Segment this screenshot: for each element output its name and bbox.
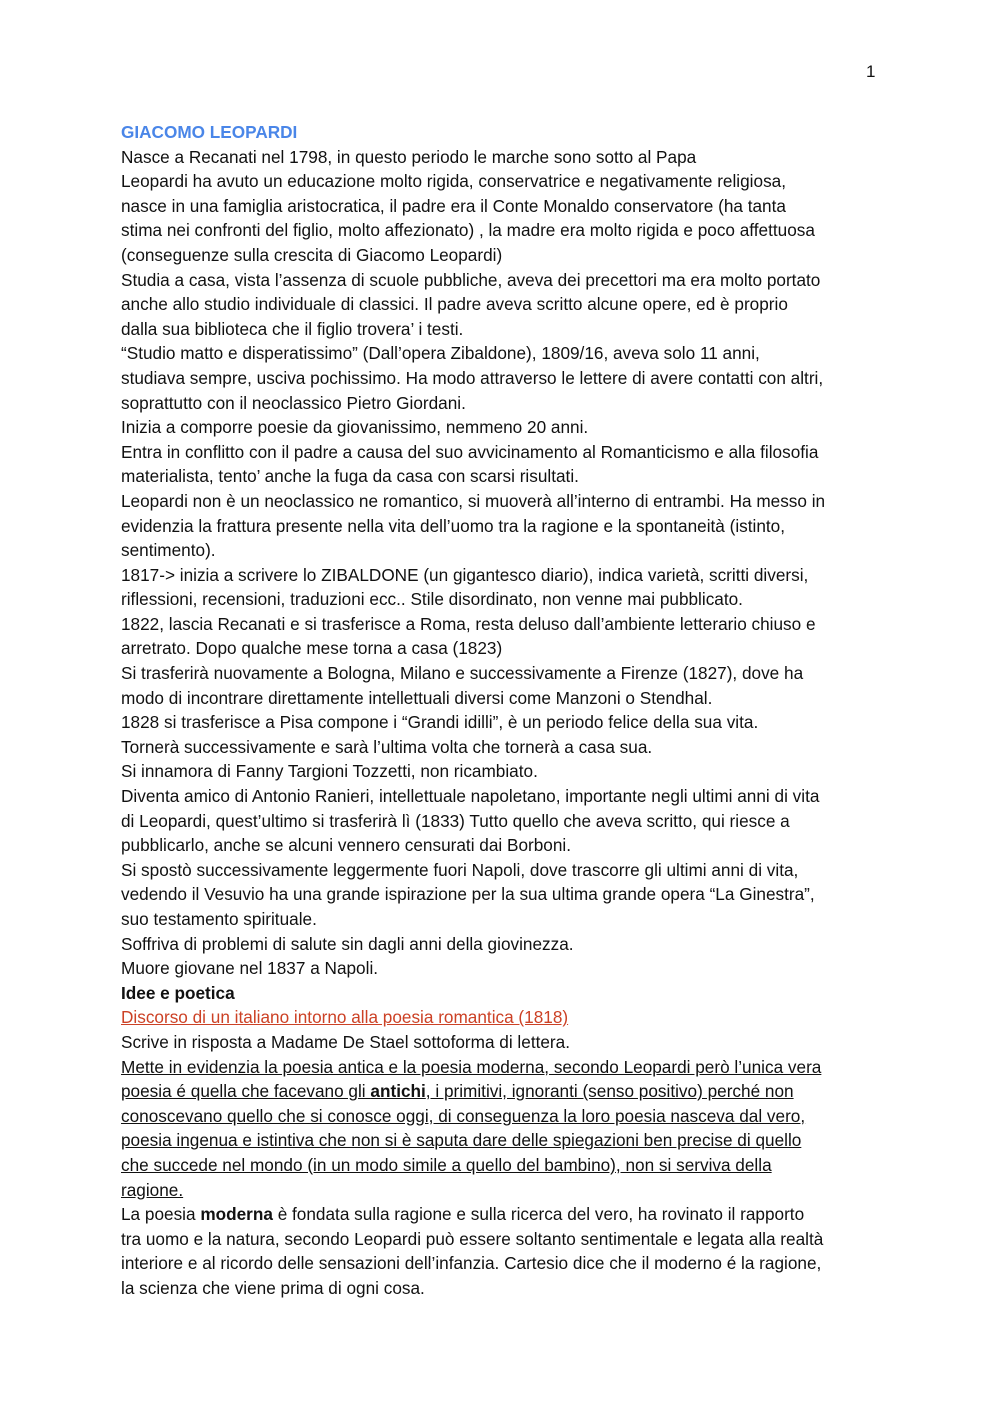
text-line: Soffriva di problemi di salute sin dagli anni della giovinezza. xyxy=(121,933,574,954)
text-line: materialista, tento’ anche la fuga da casa con scarsi risultati. xyxy=(121,466,579,487)
text-line: Leopardi ha avuto un educazione molto rigida, conservatrice e negativamente religiosa, xyxy=(121,171,786,192)
text-line: nasce in una famiglia aristocratica, il padre era il Conte Monaldo conservatore (ha tanta xyxy=(121,195,786,216)
text-line: Muore giovane nel 1837 a Napoli. xyxy=(121,958,379,979)
text-line: soprattutto con il neoclassico Pietro Giordani. xyxy=(121,392,466,413)
section-heading: Idee e poetica xyxy=(121,982,235,1003)
text-line: suo testamento spirituale. xyxy=(121,909,317,929)
underlined-line: conoscevano quello che si conosce oggi, di conseguenza la loro poesia nasceva dal vero, xyxy=(121,1105,806,1126)
text-span: , i primitivi, ignoranti (senso positivo) perché non xyxy=(425,1081,794,1102)
bold-word-antichi: antichi xyxy=(370,1081,426,1102)
text-line: stima nei confronti del figlio, molto affezionato) , la madre era molto rigida e poco affettuosa xyxy=(121,220,815,241)
discorso-link[interactable]: Discorso di un italiano intorno alla poesia romantica (1818) xyxy=(121,1007,569,1028)
text-line: 1817-> inizia a scrivere lo ZIBALDONE (un gigantesco diario), indica varietà, scritti diversi, xyxy=(121,564,809,585)
text-line: 1828 si trasferisce a Pisa compone i “Grandi idilli”, è un periodo felice della sua vita. xyxy=(121,712,759,733)
text-line: riflessioni, recensioni, traduzioni ecc.. Stile disordinato, non venne mai pubblicato. xyxy=(121,589,743,610)
text-line: interiore e al ricordo delle sensazioni dell’infanzia. Cartesio dice che il moderno é la ragione, xyxy=(121,1253,822,1274)
text-line: Si innamora di Fanny Targioni Tozzetti, non ricambiato. xyxy=(121,761,538,782)
text-line: pubblicarlo, anche se alcuni vennero censurati dai Borboni. xyxy=(121,835,572,856)
text-line: dalla sua biblioteca che il figlio trovera’ i testi. xyxy=(121,318,464,339)
text-line: Diventa amico di Antonio Ranieri, intellettuale napoletano, importante negli ultimi anni di vita xyxy=(121,786,820,807)
text-line: Scrive in risposta a Madame De Stael sottoforma di lettera. xyxy=(121,1031,570,1052)
text-span: poesia é quella che facevano gli xyxy=(121,1081,371,1102)
bold-word-moderna: moderna xyxy=(200,1204,273,1225)
text-line: Leopardi non è un neoclassico ne romantico, si muoverà all’interno di entrambi. Ha messo in xyxy=(121,490,826,511)
underlined-line: ragione. xyxy=(121,1179,184,1200)
text-line: la scienza che viene prima di ogni cosa. xyxy=(121,1277,425,1298)
text-line: Si trasferirà nuovamente a Bologna, Milano e successivamente a Firenze (1827), dove ha xyxy=(121,663,804,684)
text-line: tra uomo e la natura, secondo Leopardi può essere soltanto sentimentale e legata alla realtà xyxy=(121,1228,824,1249)
underlined-line: che succede nel mondo (in un modo simile a quello del bambino), non si serviva della xyxy=(121,1154,772,1175)
text-line: Nasce a Recanati nel 1798, in questo periodo le marche sono sotto al Papa xyxy=(121,146,697,167)
text-span: La poesia xyxy=(121,1204,201,1225)
text-line: Inizia a comporre poesie da giovanissimo, nemmeno 20 anni. xyxy=(121,417,589,438)
text-line: Studia a casa, vista l’assenza di scuole pubbliche, aveva dei precettori ma era molto portato xyxy=(121,269,821,290)
text-line: Entra in conflitto con il padre a causa del suo avvicinamento al Romanticismo e alla filosofia xyxy=(121,441,819,462)
underlined-line: poesia ingenua e istintiva che non si è saputa dare delle spiegazioni ben precise di quello xyxy=(121,1130,802,1151)
text-line: sentimento). xyxy=(121,540,216,561)
text-line: studiava sempre, usciva pochissimo. Ha modo attraverso le lettere di avere contatti con altri, xyxy=(121,367,824,388)
text-line: di Leopardi, quest’ultimo si trasferirà lì (1833) Tutto quello che aveva scritto, qui riesce a xyxy=(121,810,790,831)
text-line: “Studio matto e disperatissimo” (Dall’opera Zibaldone), 1809/16, aveva solo 11 anni, xyxy=(121,343,760,364)
text-line: Si spostò successivamente leggermente fuori Napoli, dove trascorre gli ultimi anni di vita, xyxy=(121,859,799,880)
text-line: anche allo studio individuale di classici. Il padre aveva scritto alcune opere, ed è proprio xyxy=(121,294,788,315)
text-line: evidenzia la frattura presente nella vita dell’uomo tra la ragione e la spontaneità (istinto, xyxy=(121,515,786,536)
text-span: è fondata sulla ragione e sulla ricerca del vero, ha rovinato il rapporto xyxy=(272,1204,805,1225)
underlined-line xyxy=(121,1079,881,1104)
text-line: vedendo il Vesuvio ha una grande ispirazione per la sua ultima grande opera “La Ginestra”, xyxy=(121,884,815,905)
page-number: 1 xyxy=(866,62,876,81)
text-line xyxy=(121,1202,881,1227)
document-title: GIACOMO LEOPARDI xyxy=(121,122,298,142)
document-body xyxy=(121,120,881,1301)
text-line: (conseguenze sulla crescita di Giacomo Leopardi) xyxy=(121,244,503,265)
text-line: modo di incontrare direttamente intellettuali diversi come Manzoni o Stendhal. xyxy=(121,687,713,708)
text-line: 1822, lascia Recanati e si trasferisce a Roma, resta deluso dall’ambiente letterario chiuso e xyxy=(121,613,816,634)
text-line: arretrato. Dopo qualche mese torna a casa (1823) xyxy=(121,638,503,659)
underlined-line: Mette in evidenzia la poesia antica e la poesia moderna, secondo Leopardi però l’unica vera xyxy=(121,1056,822,1077)
text-line: Tornerà successivamente e sarà l’ultima volta che tornerà a casa sua. xyxy=(121,736,653,757)
